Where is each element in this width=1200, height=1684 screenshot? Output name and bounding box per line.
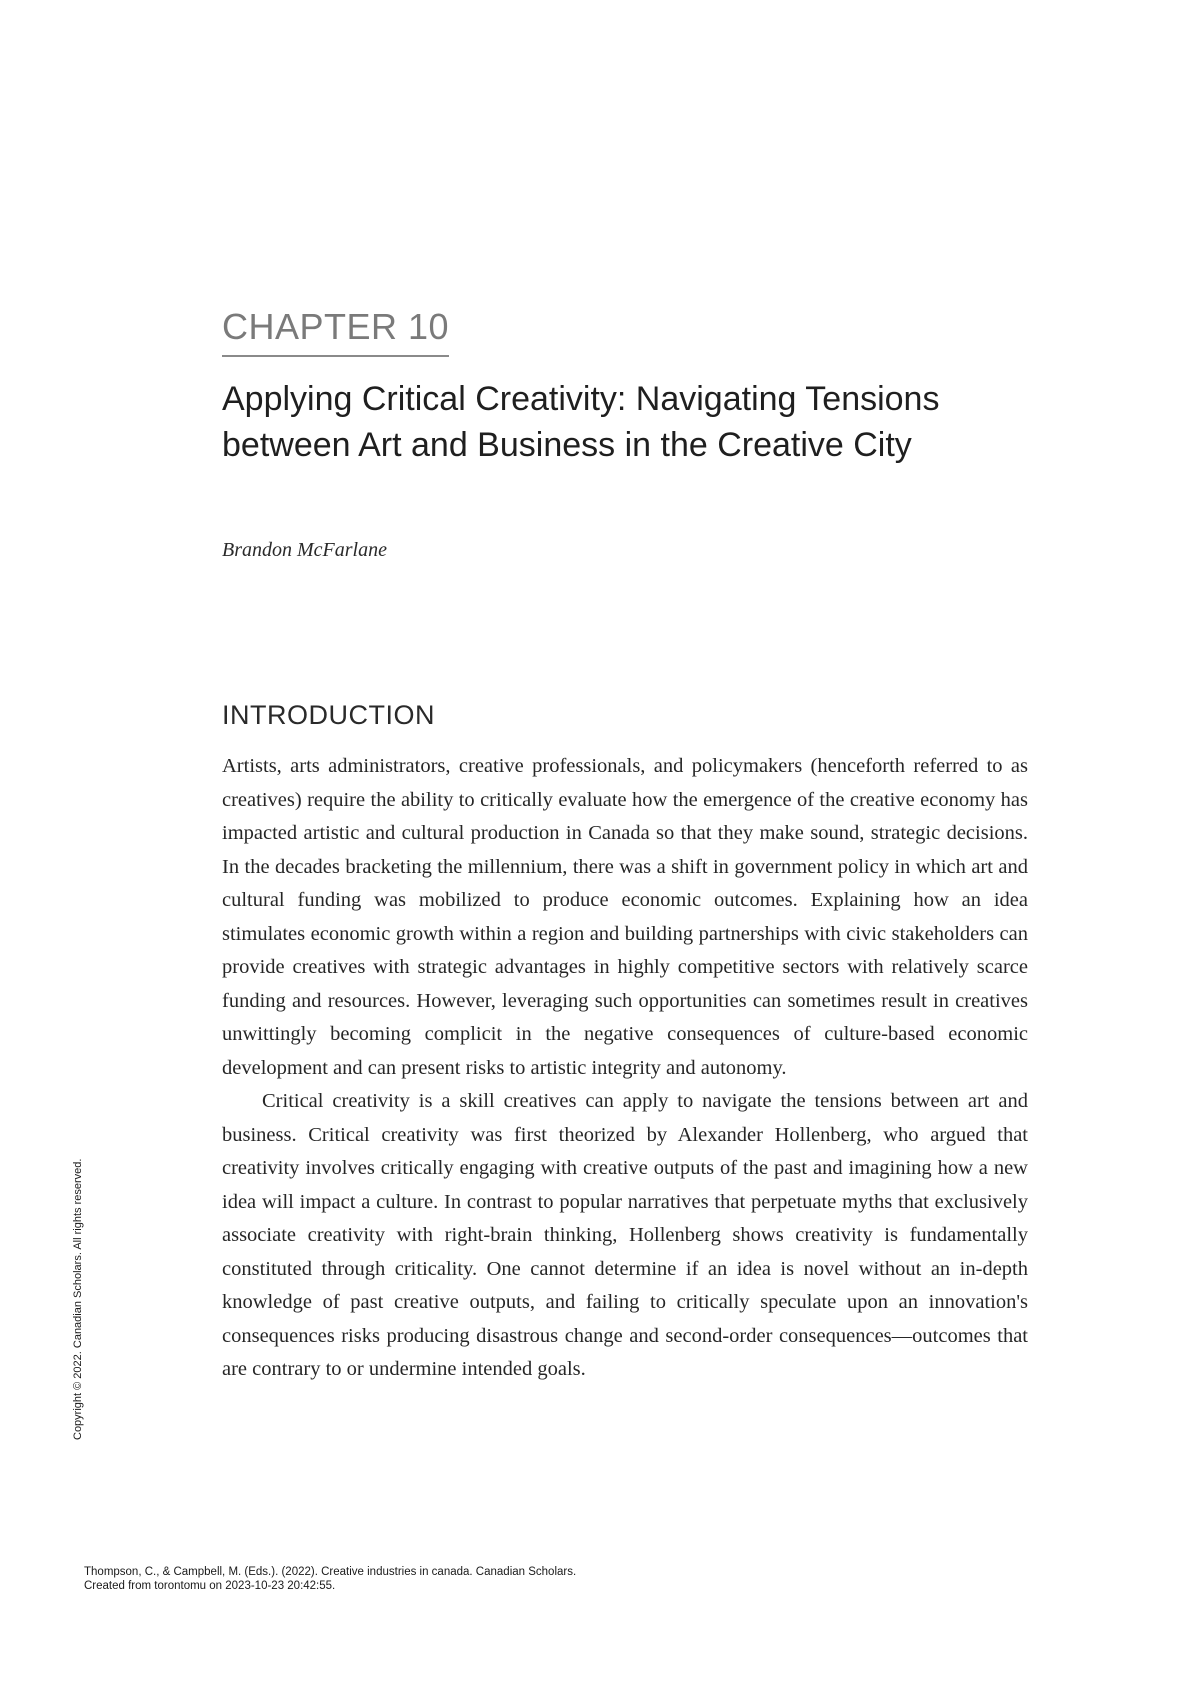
chapter-title: Applying Critical Creativity: Navigating Tensions between Art and Business in the Creative City bbox=[222, 380, 940, 464]
chapter-label: CHAPTER 10 bbox=[222, 305, 449, 357]
paragraph: Artists, arts administrators, creative professionals, and policymakers (henceforth referred to as creatives) require the ability to critically evaluate how the emergence of the creative economy has impacted artistic and cultural production in Canada so that they make sound, strategic decisions. In the decades bracketing the millennium, there was a shift in government policy in which art and cultural funding was mobilized to produce economic outcomes. Explaining how an idea stimulates economic growth within a region and building partnerships with civic stakeholders can provide creatives with strategic advantages in highly competitive sectors with relatively scarce funding and resources. However, leveraging such opportunities can sometimes result in creatives unwittingly becoming complicit in the negative consequences of culture-based economic development and can present risks to artistic integrity and autonomy. bbox=[222, 755, 1028, 1079]
section-heading: INTRODUCTION bbox=[222, 700, 435, 730]
paragraph: Critical creativity is a skill creatives can apply to navigate the tensions between art and business. Critical creativity was first theorized by Alexander Hollenberg, who argued that creativity involves critically engaging with creative outputs of the past and imagining how a new idea will impact a culture. In contrast to popular narratives that perpetuate myths that exclusively associate creativity with right-brain thinking, Hollenberg shows creativity is fundamentally constituted through criticality. One cannot determine if an idea is novel without an in-depth knowledge of past creative outputs, and failing to critically speculate upon an innovation's consequences risks producing disastrous change and second-order consequences—outcomes that are contrary to or undermine intended goals. bbox=[222, 1090, 1028, 1380]
footer-created: Created from torontomu on 2023-10-23 20:42:55. bbox=[84, 1580, 336, 1592]
copyright-notice: Copyright © 2022. Canadian Scholars. All rights reserved. bbox=[72, 1158, 84, 1440]
footer-citation: Thompson, C., & Campbell, M. (Eds.). (2022). Creative industries in canada. Canadian Scholars. bbox=[84, 1566, 577, 1578]
chapter-author: Brandon McFarlane bbox=[222, 539, 387, 561]
body-text bbox=[222, 750, 1028, 1387]
footer bbox=[84, 1565, 576, 1593]
